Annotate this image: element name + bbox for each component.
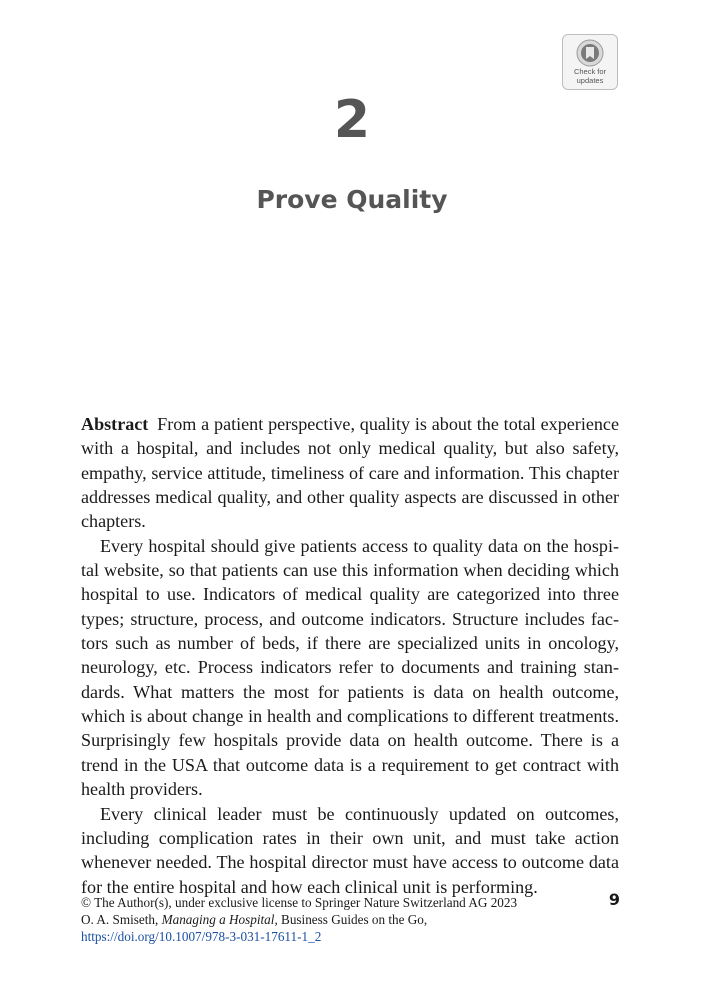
- body-paragraph: Every hospital should give patients access to quality data on the hospital website, so that patients can use this information when deciding which hospital to use. Indicators of medical quality are categorized into three types; structure, process, and outcome indicators. Structure includes factors such as number of beds, if there are specialized units in oncology, neurology, etc. Process indicators refer to documents and training standards. What matters the most for patients is data on health outcome, which is about change in health and complications to different treatments. Surprisingly few hospitals provide data on health outcome. There is a trend in the USA that outcome data is a requirement to get contract with health providers.: [81, 535, 619, 800]
- bookmark-crossmark-icon: [576, 39, 604, 67]
- doi-link[interactable]: https://doi.org/10.1007/978-3-031-17611-1_2: [81, 929, 322, 944]
- badge-text-line2: updates: [576, 76, 604, 85]
- chapter-title: Prove Quality: [256, 185, 448, 214]
- page-number: 9: [608, 890, 620, 909]
- book-title: Managing a Hospital: [161, 912, 275, 927]
- badge-text-line1: Check for: [573, 67, 607, 76]
- copyright-line: © The Author(s), under exclusive license to Springer Nature Switzerland AG 2023: [81, 895, 518, 910]
- body-paragraph: Every clinical leader must be continuously updated on outcomes, including complication rates in their own unit, and must take action whenever needed. The hospital director must have access to outcome data for the entire hospital and how each clinical unit is performing.: [81, 803, 619, 897]
- body-text: [81, 412, 619, 899]
- abstract-label: Abstract: [81, 414, 149, 434]
- citation-line: [81, 911, 551, 928]
- check-for-updates-badge[interactable]: [562, 34, 618, 90]
- chapter-number: 2: [333, 90, 371, 150]
- author-name: O. A. Smiseth,: [81, 912, 159, 927]
- abstract-text: From a patient perspective, quality is about the total experience with a hospital, and includes not only medical quality, but also safety, empathy, service attitude, timeliness of care and information. This chapter addresses medical quality, and other quality aspects are discussed in other chapters.: [81, 414, 619, 532]
- footer-citation: [81, 894, 551, 945]
- series-name: , Business Guides on the Go,: [274, 912, 428, 927]
- abstract-paragraph: [81, 412, 619, 534]
